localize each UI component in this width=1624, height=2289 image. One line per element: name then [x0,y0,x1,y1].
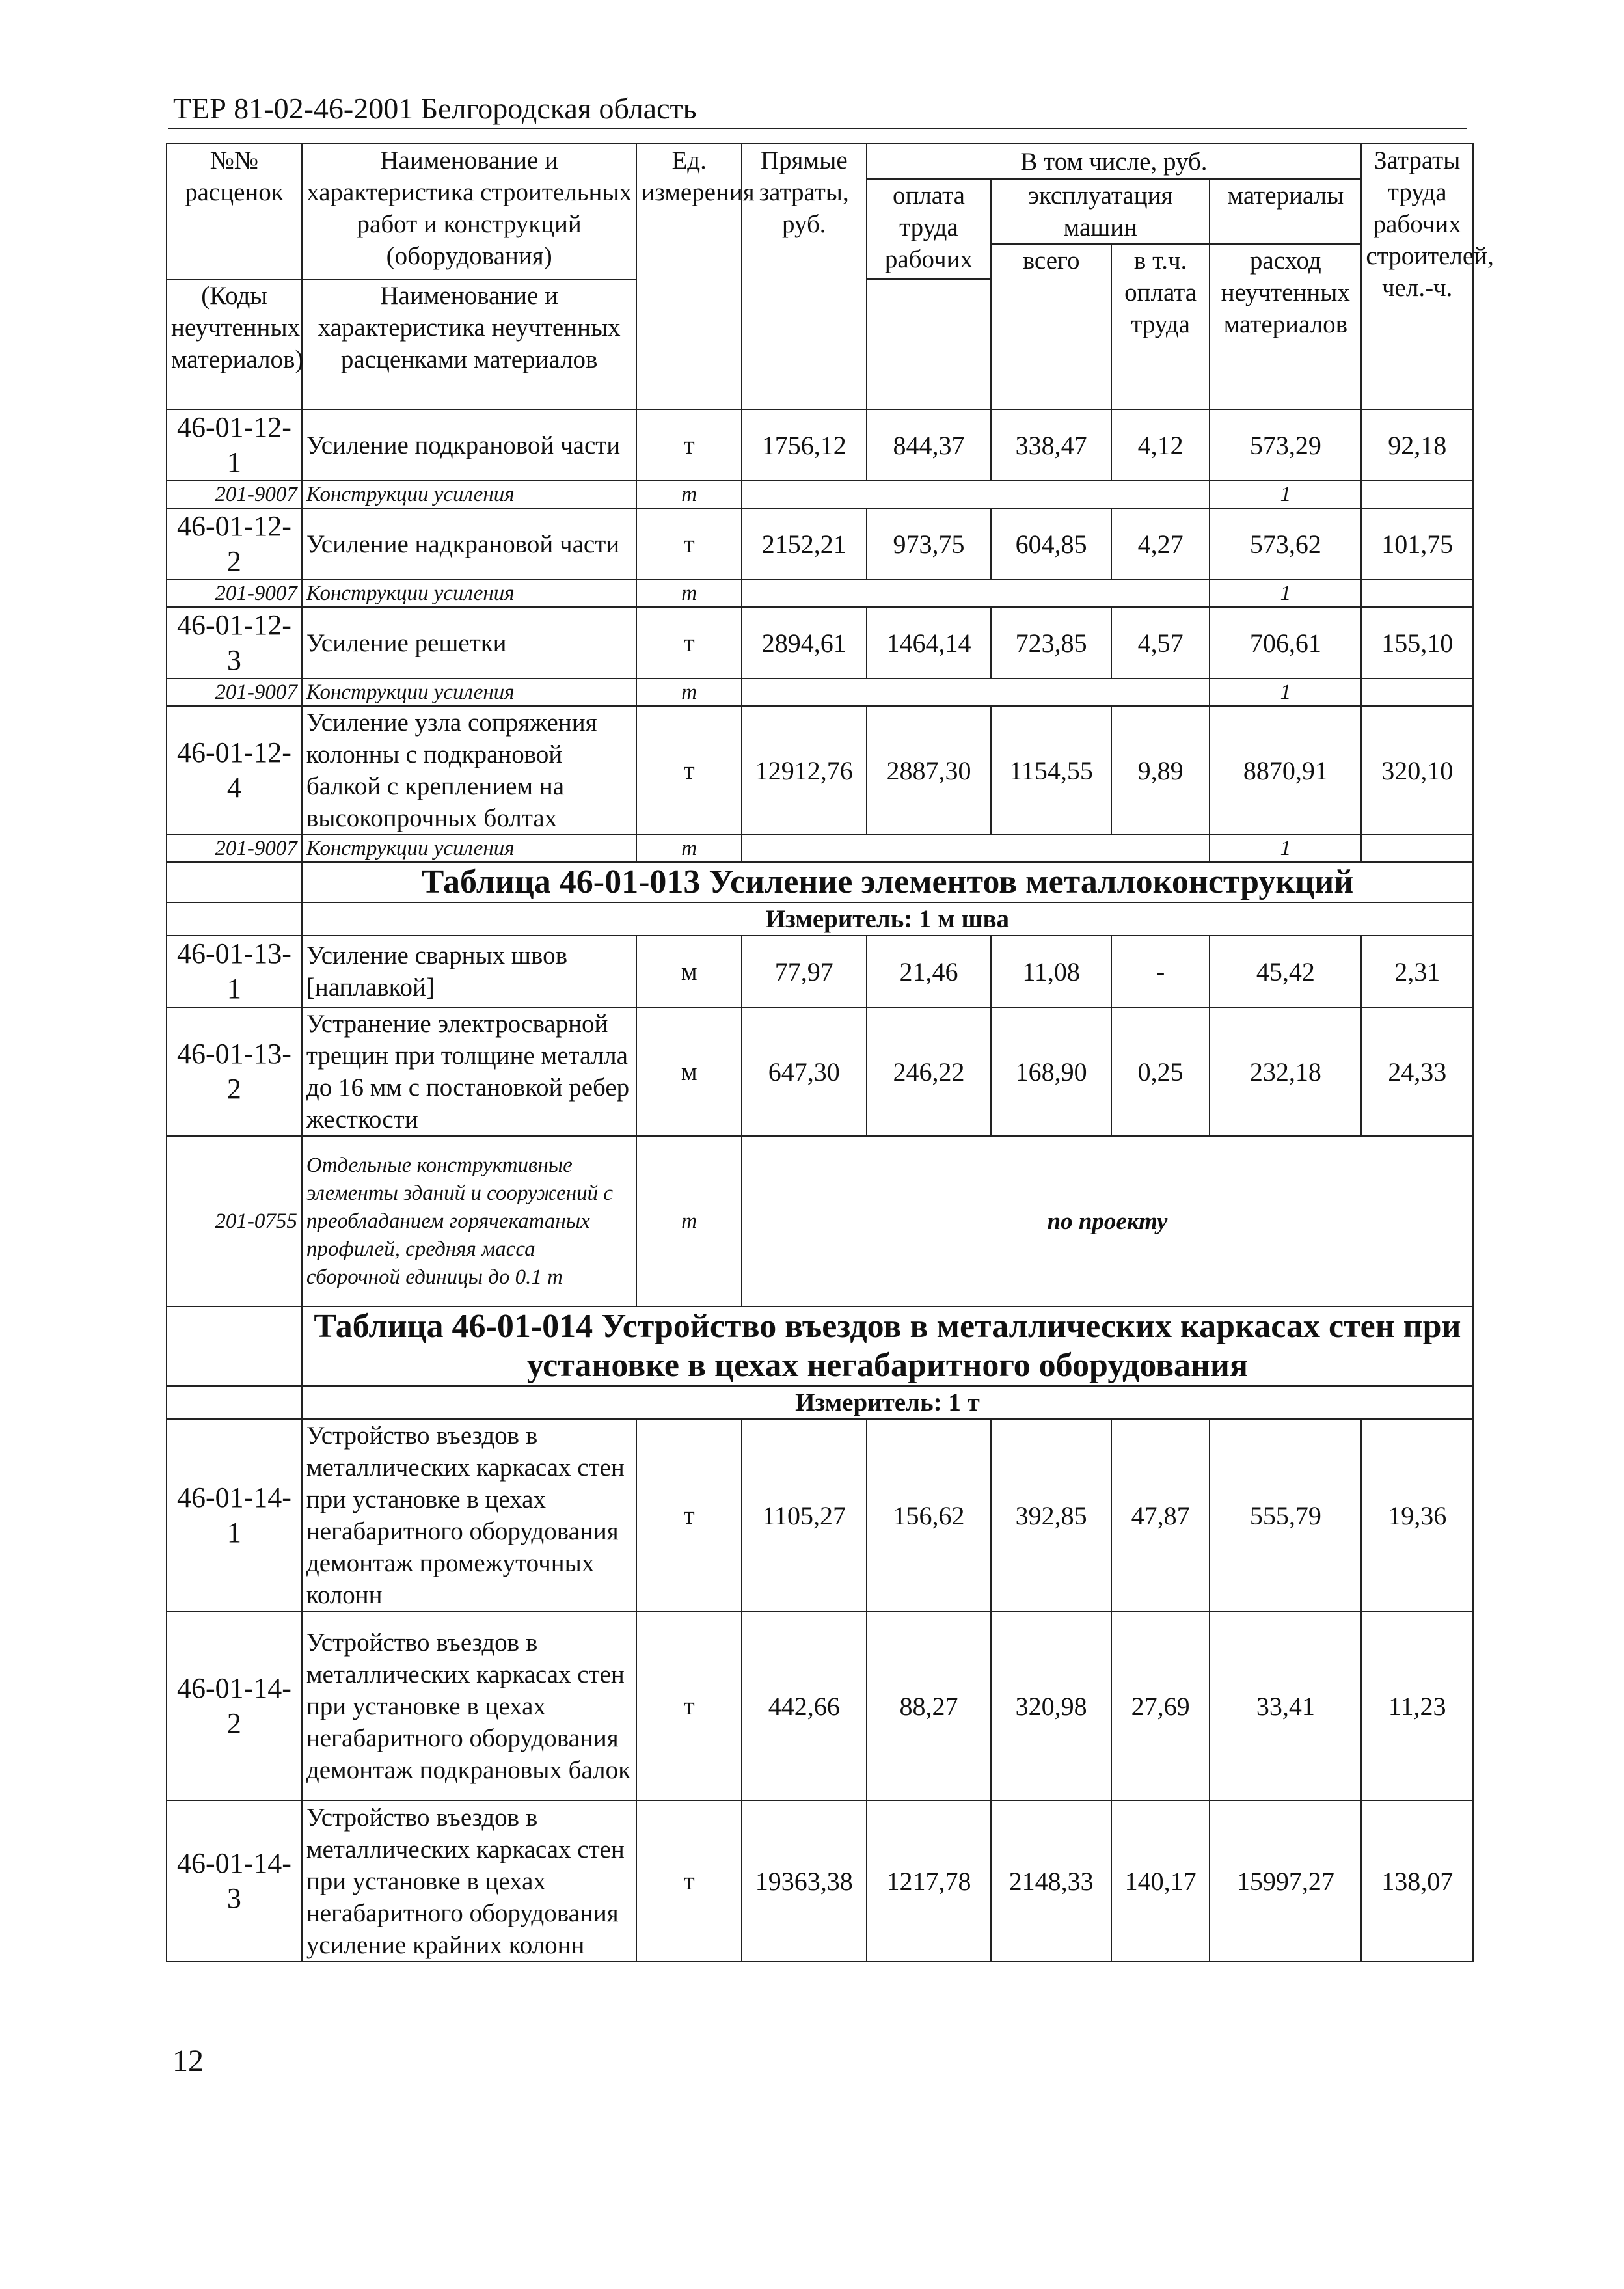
rate-labor-hours: 11,23 [1361,1612,1473,1800]
title-empty [167,862,302,902]
rate-labor-hours: 19,36 [1361,1419,1473,1612]
table-title-row [167,862,1473,902]
rate-name: Устройство въездов в металлических каркасах стен при установке в цехах негабаритного оборудования усиление крайних колонн [302,1800,637,1962]
rate-materials: 573,29 [1210,409,1361,481]
measure-row [167,902,1473,936]
col-header-labor-pay-sub [867,279,992,409]
measure-row [167,1386,1473,1419]
rate-row [167,1007,1473,1136]
rate-name: Усиление подкрановой части [302,409,637,481]
rate-direct-cost: 1105,27 [742,1419,867,1612]
col-header-including: В том числе, руб. [867,144,1362,179]
col-header-machines-total: всего [991,244,1111,409]
rate-machines-total: 723,85 [991,607,1111,679]
col-header-labor: Затраты труда рабочих строителей, чел.-ч. [1361,144,1473,409]
rate-code: 46-01-12-2 [167,508,302,580]
rate-machines-labor: 0,25 [1111,1007,1210,1136]
rate-unit: т [636,1612,741,1800]
rate-code: 46-01-13-1 [167,936,302,1007]
rate-row [167,508,1473,580]
rate-labor-pay: 1217,78 [867,1800,992,1962]
rate-direct-cost: 19363,38 [742,1800,867,1962]
rate-code: 46-01-14-3 [167,1800,302,1962]
table-title-row [167,1307,1473,1386]
rate-unit: м [636,1007,741,1136]
rate-machines-labor: 27,69 [1111,1612,1210,1800]
measure-empty [167,902,302,936]
rate-row [167,409,1473,481]
material-unit: т [636,679,741,706]
material-empty [742,679,1210,706]
page-header [168,87,1467,129]
rate-machines-labor: 140,17 [1111,1800,1210,1962]
rate-name: Устройство въездов в металлических каркасах стен при установке в цехах негабаритного оборудования демонтаж промежуточных колонн [302,1419,637,1612]
rate-code: 46-01-14-2 [167,1612,302,1800]
rate-machines-labor: 4,12 [1111,409,1210,481]
rate-direct-cost: 647,30 [742,1007,867,1136]
material-unit: т [636,481,741,508]
rate-labor-hours: 155,10 [1361,607,1473,679]
rate-machines-total: 1154,55 [991,706,1111,835]
material-code: 201-9007 [167,580,302,607]
col-header-machines-labor: в т.ч. оплата труда [1111,244,1210,409]
table-title: Таблица 46-01-014 Устройство въездов в металлических каркасах стен при установке в цехах негабаритного оборудования [302,1307,1473,1386]
material-unit: т [636,1136,741,1307]
col-header-unit: Ед. измерения [636,144,741,409]
material-empty [1361,679,1473,706]
material-row [167,580,1473,607]
col-header-code: №№ расценок [167,144,302,279]
rate-direct-cost: 12912,76 [742,706,867,835]
measure-unit: Измеритель: 1 т [302,1386,1473,1419]
rate-machines-labor: 9,89 [1111,706,1210,835]
col-header-materials: материалы [1210,179,1361,244]
rate-unit: т [636,706,741,835]
col-header-code-sub: (Коды неучтенных материалов) [167,279,302,409]
rate-name: Усиление узла сопряжения колонны с подкрановой балкой с креплением на высокопрочных болтах [302,706,637,835]
rate-machines-total: 392,85 [991,1419,1111,1612]
rate-row [167,607,1473,679]
page-number: 12 [172,2044,204,2078]
rate-labor-pay: 88,27 [867,1612,992,1800]
material-empty [742,835,1210,862]
rate-machines-total: 11,08 [991,936,1111,1007]
material-qty: по проекту [742,1136,1473,1307]
rate-labor-pay: 973,75 [867,508,992,580]
material-empty [742,481,1210,508]
rate-name: Устранение электросварной трещин при толщине металла до 16 мм с постановкой ребер жесткости [302,1007,637,1136]
col-header-labor-pay: оплата труда рабочих [867,179,992,279]
material-row [167,481,1473,508]
rate-labor-pay: 21,46 [867,936,992,1007]
rate-materials: 15997,27 [1210,1800,1361,1962]
material-name: Конструкции усиления [302,580,637,607]
rate-materials: 573,62 [1210,508,1361,580]
rate-name: Усиление надкрановой части [302,508,637,580]
col-header-machines: эксплуатация машин [991,179,1210,244]
rate-code: 46-01-12-4 [167,706,302,835]
material-unit: т [636,580,741,607]
rate-labor-pay: 2887,30 [867,706,992,835]
col-header-name-sub: Наименование и характеристика неучтенных расценками материалов [302,279,637,409]
rate-labor-pay: 246,22 [867,1007,992,1136]
material-qty: 1 [1210,481,1361,508]
rate-machines-labor: 47,87 [1111,1419,1210,1612]
material-empty [1361,835,1473,862]
material-empty [742,580,1210,607]
rate-machines-total: 338,47 [991,409,1111,481]
material-name: Конструкции усиления [302,679,637,706]
material-code: 201-9007 [167,481,302,508]
rate-machines-labor: 4,27 [1111,508,1210,580]
rate-name: Устройство въездов в металлических каркасах стен при установке в цехах негабаритного оборудования демонтаж подкрановых балок [302,1612,637,1800]
rate-materials: 232,18 [1210,1007,1361,1136]
rate-materials: 555,79 [1210,1419,1361,1612]
rate-materials: 8870,91 [1210,706,1361,835]
material-name: Конструкции усиления [302,481,637,508]
col-header-materials-sub: расход неучтенных материалов [1210,244,1361,409]
rate-name: Усиление сварных швов [наплавкой] [302,936,637,1007]
material-unit: т [636,835,741,862]
material-row [167,679,1473,706]
rate-labor-hours: 138,07 [1361,1800,1473,1962]
rate-labor-hours: 101,75 [1361,508,1473,580]
rate-row [167,1800,1473,1962]
rate-row [167,936,1473,1007]
rate-direct-cost: 1756,12 [742,409,867,481]
material-qty: 1 [1210,679,1361,706]
material-row [167,835,1473,862]
rate-unit: т [636,607,741,679]
rate-direct-cost: 442,66 [742,1612,867,1800]
rate-labor-hours: 320,10 [1361,706,1473,835]
material-empty [1361,580,1473,607]
material-empty [1361,481,1473,508]
material-name: Отдельные конструктивные элементы зданий и сооружений с преобладанием горячекатаных профилей, средняя масса сборочной единицы до 0.1 т [302,1136,637,1307]
rate-unit: м [636,936,741,1007]
col-header-direct: Прямые затраты, руб. [742,144,867,409]
rates-table [166,143,1494,1962]
rate-materials: 706,61 [1210,607,1361,679]
rate-labor-pay: 1464,14 [867,607,992,679]
rate-machines-total: 168,90 [991,1007,1111,1136]
rate-row [167,1612,1473,1800]
rate-labor-pay: 844,37 [867,409,992,481]
title-empty [167,1307,302,1386]
rate-unit: т [636,409,741,481]
material-name: Конструкции усиления [302,835,637,862]
material-qty: 1 [1210,580,1361,607]
table-title: Таблица 46-01-013 Усиление элементов металлоконструкций [302,862,1473,902]
rate-materials: 33,41 [1210,1612,1361,1800]
rate-unit: т [636,1800,741,1962]
rate-unit: т [636,1419,741,1612]
rate-machines-total: 2148,33 [991,1800,1111,1962]
rate-code: 46-01-13-2 [167,1007,302,1136]
rate-code: 46-01-12-3 [167,607,302,679]
rate-unit: т [636,508,741,580]
rate-direct-cost: 2152,21 [742,508,867,580]
rate-machines-labor: 4,57 [1111,607,1210,679]
rate-labor-hours: 24,33 [1361,1007,1473,1136]
document-title: ТЕР 81-02-46-2001 Белгородская область [173,92,697,125]
rate-labor-pay: 156,62 [867,1419,992,1612]
rate-machines-labor: - [1111,936,1210,1007]
measure-empty [167,1386,302,1419]
material-code: 201-9007 [167,835,302,862]
rate-name: Усиление решетки [302,607,637,679]
rate-machines-total: 320,98 [991,1612,1111,1800]
material-row [167,1136,1473,1307]
rate-row [167,706,1473,835]
material-code: 201-9007 [167,679,302,706]
rate-code: 46-01-12-1 [167,409,302,481]
rate-labor-hours: 2,31 [1361,936,1473,1007]
rate-machines-total: 604,85 [991,508,1111,580]
rate-row [167,1419,1473,1612]
material-qty: 1 [1210,835,1361,862]
measure-unit: Измеритель: 1 м шва [302,902,1473,936]
rate-direct-cost: 2894,61 [742,607,867,679]
rate-direct-cost: 77,97 [742,936,867,1007]
material-code: 201-0755 [167,1136,302,1307]
rate-labor-hours: 92,18 [1361,409,1473,481]
col-header-name: Наименование и характеристика строительных работ и конструкций (оборудования) [302,144,637,279]
rate-code: 46-01-14-1 [167,1419,302,1612]
rate-materials: 45,42 [1210,936,1361,1007]
